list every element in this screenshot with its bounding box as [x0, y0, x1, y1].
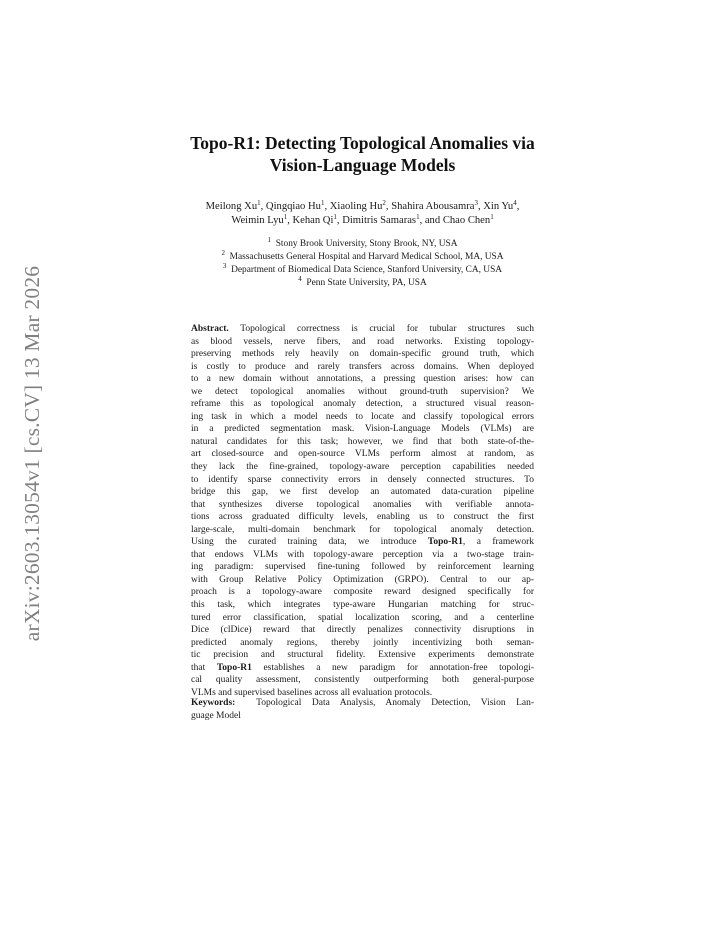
abstract-line: tions across graduated difficulty levels, enabling us to construct the first: [191, 512, 534, 523]
author-affiliation-mark: 1: [283, 213, 288, 221]
abstract-line: natural candidates for this task; however, we find that both state-of-the-: [191, 436, 534, 447]
abstract-line: with Group Relative Policy Optimization (GRPO). Central to our ap-: [191, 574, 534, 585]
abstract-line: that endows VLMs with topology-aware perception via a two-stage train-: [191, 549, 534, 560]
abstract-label: Abstract.: [191, 324, 229, 334]
abstract-line: large-scale, multi-domain benchmark for topological anomaly detection.: [191, 524, 534, 535]
author-separator: ,: [324, 201, 330, 212]
arxiv-identifier-stamp: [18, 258, 48, 648]
paper-title: [150, 132, 575, 176]
abstract-text: that: [191, 662, 206, 673]
author-name: Shahira Abousamra: [391, 201, 475, 212]
keywords-label: Keywords:: [191, 698, 236, 708]
author-affiliation-mark: 2: [382, 199, 386, 207]
abstract-line: art closed-source and open-source VLMs perform almost at random, as: [191, 449, 534, 460]
author-separator: ,: [477, 201, 484, 212]
author-separator: ,: [516, 201, 520, 212]
author-separator: ,: [336, 215, 343, 226]
author-name: Xin Yu: [483, 201, 514, 212]
author-name: Xiaoling Hu: [329, 201, 383, 212]
keywords-section: [191, 697, 534, 722]
affiliation-item: [140, 277, 585, 290]
author-affiliation-mark: 1: [490, 213, 494, 221]
abstract-line: tured error classification, spatial localization scoring, and a centerline: [191, 612, 534, 623]
author-affiliation-mark: 1: [320, 199, 325, 207]
author-name: Meilong Xu: [205, 201, 258, 212]
abstract-text: Using the curated training data, we introduce: [191, 537, 417, 548]
affiliation-text: Department of Biomedical Data Science, Stanford University, CA, USA: [231, 265, 503, 275]
author-name: Dimitris Samaras: [342, 215, 417, 226]
abstract-line: to a new domain without annotations, a pressing question arises: how can: [191, 374, 534, 385]
method-name: Topo-R1: [216, 662, 252, 673]
abstract-line: this task, which integrates type-aware Hungarian matching for struc-: [191, 600, 534, 611]
author-separator: ,: [260, 201, 266, 212]
author-name: Chao Chen: [442, 215, 491, 226]
author-affiliation-mark: 1: [257, 199, 261, 207]
abstract-line: Dice (clDice) reward that directly penalizes connectivity disruptions in: [191, 625, 534, 636]
author-name: Weimin Lyu: [231, 215, 284, 226]
affiliation-text: Stony Brook University, Stony Brook, NY, USA: [275, 239, 458, 249]
author-name: Kehan Qi: [292, 215, 334, 226]
author-affiliation-mark: 4: [513, 199, 517, 207]
abstract-text: Topological correctness is crucial for tubular structures such: [240, 324, 534, 334]
abstract-line: that synthesizes diverse topological anomalies with verifiable annota-: [191, 499, 534, 510]
author-separator: , and: [419, 215, 443, 226]
abstract-line: tic precision and structural fidelity. Extensive experiments demonstrate: [191, 650, 534, 661]
author-affiliation-mark: 1: [333, 213, 337, 221]
abstract-line: reframe this as topological anomaly detection, a structured visual reason-: [191, 399, 534, 410]
keywords-text: Topological Data Analysis, Anomaly Detection, Vision Lan-: [256, 698, 534, 708]
author-line-2: [140, 214, 585, 228]
abstract-line: as blood vessels, nerve fibers, and road networks. Existing topology-: [191, 336, 534, 347]
keywords-line: [191, 697, 534, 710]
author-separator: ,: [287, 215, 293, 226]
abstract-line: predicted anomaly regions, thereby jointly incentivizing both seman-: [191, 637, 534, 648]
abstract-line: cal quality assessment, consistently outperforming both general-purpose: [191, 675, 534, 686]
affiliation-number: 1: [267, 236, 271, 244]
author-separator: ,: [385, 201, 392, 212]
abstract-line: bridge this gap, we first develop an automated data-curation pipeline: [191, 487, 534, 498]
abstract-text: , a framework: [462, 537, 535, 548]
affiliation-item: [140, 251, 585, 264]
keywords-line: guage Model: [191, 710, 241, 721]
abstract-line: [191, 662, 534, 675]
affiliation-number: 4: [298, 275, 302, 283]
abstract-line: [191, 536, 534, 549]
abstract-line: in a predicted segmentation mask. Vision-Language Models (VLMs) are: [191, 424, 534, 435]
abstract-line: [191, 323, 534, 336]
title-line-2: Vision-Language Models: [269, 155, 456, 175]
method-name: Topo-R1: [427, 537, 463, 548]
affiliation-item: [140, 264, 585, 277]
abstract-section: [191, 323, 534, 699]
author-affiliation-mark: 1: [416, 213, 420, 221]
abstract-line: is costly to produce and rarely transfers across domains. When deployed: [191, 361, 534, 372]
affiliation-list: [140, 238, 585, 290]
abstract-line: preserving methods rely heavily on domain-specific ground truth, which: [191, 349, 534, 360]
abstract-line: ing paradigm: supervised fine-tuning followed by reinforcement learning: [191, 562, 534, 573]
author-list: [140, 200, 585, 228]
abstract-line: ing task in which a model needs to locate and classify topological errors: [191, 411, 534, 422]
title-line-1: Topo-R1: Detecting Topological Anomalies via: [190, 133, 535, 153]
author-name: Qingqiao Hu: [265, 201, 321, 212]
affiliation-text: Massachusetts General Hospital and Harvard Medical School, MA, USA: [229, 252, 504, 262]
affiliation-number: 2: [221, 249, 225, 257]
abstract-text: establishes a new paradigm for annotation-free topologi-: [251, 662, 535, 673]
abstract-line: we detect topological anomalies without ground-truth supervision? We: [191, 386, 534, 397]
abstract-line: to identify sparse connectivity errors in densely connected structures. To: [191, 474, 534, 485]
affiliation-item: [140, 238, 585, 251]
affiliation-number: 3: [222, 262, 227, 270]
abstract-line: they lack the fine-grained, topology-aware perception capabilities needed: [191, 462, 534, 473]
affiliation-text: Penn State University, PA, USA: [306, 278, 427, 288]
abstract-line: proach is a topology-aware composite reward designed specifically for: [191, 587, 534, 598]
arxiv-id-text: arXiv:2603.13054v1 [cs.CV] 13 Mar 2026: [20, 265, 45, 641]
abstract-line: VLMs and supervised baselines across all evaluation protocols.: [191, 687, 433, 698]
author-affiliation-mark: 3: [474, 199, 478, 207]
author-line-1: [140, 200, 585, 214]
